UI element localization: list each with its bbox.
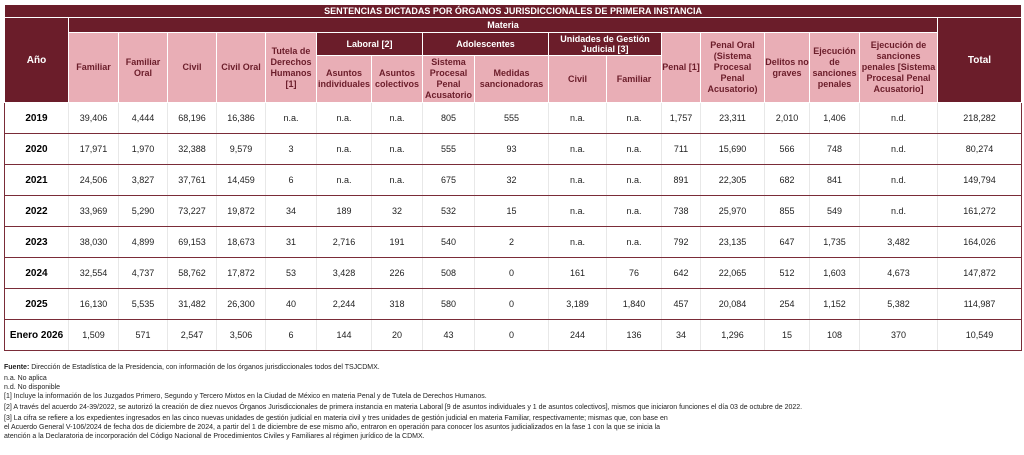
cell-total: 10,549: [938, 320, 1022, 351]
cell: 6: [266, 320, 317, 351]
header-familiar: Familiar: [69, 33, 119, 103]
header-sistema-procesal: Sistema Procesal Penal Acusatorio: [423, 56, 475, 103]
cell: 566: [765, 134, 810, 165]
cell: 108: [810, 320, 860, 351]
row-year: 2019: [5, 103, 69, 134]
cell: n.a.: [549, 134, 607, 165]
cell-total: 80,274: [938, 134, 1022, 165]
cell: 76: [607, 258, 662, 289]
cell: n.a.: [607, 103, 662, 134]
cell: 3,428: [317, 258, 372, 289]
cell: 15: [475, 196, 549, 227]
cell: 2,547: [168, 320, 217, 351]
cell: 0: [475, 320, 549, 351]
cell: 748: [810, 134, 860, 165]
cell: 38,030: [69, 227, 119, 258]
cell-total: 161,272: [938, 196, 1022, 227]
row-year: 2021: [5, 165, 69, 196]
cell-total: 114,987: [938, 289, 1022, 320]
cell: 4,899: [119, 227, 168, 258]
cell: 15,690: [701, 134, 765, 165]
cell: 16,386: [217, 103, 266, 134]
cell: 2: [475, 227, 549, 258]
cell: 37,761: [168, 165, 217, 196]
cell: 244: [549, 320, 607, 351]
cell: 26,300: [217, 289, 266, 320]
cell: n.a.: [317, 103, 372, 134]
cell: 5,535: [119, 289, 168, 320]
cell: 0: [475, 258, 549, 289]
header-laboral: Laboral [2]: [317, 33, 423, 56]
row-year: 2020: [5, 134, 69, 165]
cell: 34: [266, 196, 317, 227]
cell: 792: [662, 227, 701, 258]
header-total: Total: [938, 18, 1022, 103]
cell: 1,296: [701, 320, 765, 351]
note-3b: el Acuerdo General V-106/2024 de fecha dos de diciembre de 2024, a partir del 1 de diciembre de ese mismo año, entraron en operación para conocer los asuntos judicializados en la fase 1 con la que se inicia la: [4, 424, 661, 431]
cell: 318: [372, 289, 423, 320]
header-unidades: Unidades de Gestión Judicial [3]: [549, 33, 662, 56]
table-row: [5, 320, 1022, 351]
note-nd: n.d. No disponible: [4, 384, 61, 391]
note-1: [1] Incluye la información de los Juzgados Primero, Segundo y Tercero Mixtos en la Ciudad de México en materia Penal y de Tutela de Derechos Humanos.: [4, 393, 487, 400]
cell: 15: [765, 320, 810, 351]
cell: 508: [423, 258, 475, 289]
cell-total: 218,282: [938, 103, 1022, 134]
cell: 191: [372, 227, 423, 258]
cell: 33,969: [69, 196, 119, 227]
header-asuntos-individuales: Asuntos individuales: [317, 56, 372, 103]
row-year: 2023: [5, 227, 69, 258]
cell: 22,065: [701, 258, 765, 289]
table-title: SENTENCIAS DICTADAS POR ÓRGANOS JURISDICCIONALES DE PRIMERA INSTANCIA: [5, 5, 1022, 18]
header-penal-oral: Penal Oral (Sistema Procesal Penal Acusatorio): [701, 33, 765, 103]
table-row: [5, 196, 1022, 227]
note-2: [2] A través del acuerdo 24-39/2022, se autorizó la creación de diez nuevos Órganos Jurisdiccionales de primera instancia en materia Laboral [9 de asuntos individuales y 1 de asuntos colectivos], mismos que iniciaron funciones el día 03 de octubre de 2022.: [4, 404, 803, 411]
cell: 5,382: [860, 289, 938, 320]
cell: n.a.: [266, 103, 317, 134]
header-delitos: Delitos no graves: [765, 33, 810, 103]
cell: n.a.: [317, 165, 372, 196]
cell: 891: [662, 165, 701, 196]
table-row: [5, 289, 1022, 320]
cell: 19,872: [217, 196, 266, 227]
header-ug-civil: Civil: [549, 56, 607, 103]
header-ejecucion: Ejecución de sanciones penales: [810, 33, 860, 103]
cell: 1,603: [810, 258, 860, 289]
cell-total: 164,026: [938, 227, 1022, 258]
cell: 189: [317, 196, 372, 227]
cell: 1,152: [810, 289, 860, 320]
cell: 457: [662, 289, 701, 320]
note-fuente: [4, 363, 1020, 372]
header-adolescentes: Adolescentes: [423, 33, 549, 56]
row-year: Enero 2026: [5, 320, 69, 351]
cell: n.a.: [549, 165, 607, 196]
cell: 17,971: [69, 134, 119, 165]
row-year: 2024: [5, 258, 69, 289]
cell: n.a.: [372, 103, 423, 134]
table-row: [5, 227, 1022, 258]
cell: n.a.: [372, 165, 423, 196]
cell: 841: [810, 165, 860, 196]
cell: 24,506: [69, 165, 119, 196]
cell: n.d.: [860, 134, 938, 165]
cell: n.a.: [549, 196, 607, 227]
cell: 144: [317, 320, 372, 351]
cell: 53: [266, 258, 317, 289]
cell: 580: [423, 289, 475, 320]
cell: n.a.: [607, 196, 662, 227]
cell: 4,444: [119, 103, 168, 134]
cell: 3,482: [860, 227, 938, 258]
header-asuntos-colectivos: Asuntos colectivos: [372, 56, 423, 103]
header-materia: Materia: [69, 18, 938, 33]
cell: 3,827: [119, 165, 168, 196]
cell: 512: [765, 258, 810, 289]
cell: 93: [475, 134, 549, 165]
cell: 555: [423, 134, 475, 165]
cell: 22,305: [701, 165, 765, 196]
cell: n.a.: [317, 134, 372, 165]
table-row: [5, 165, 1022, 196]
cell: 370: [860, 320, 938, 351]
cell: 1,757: [662, 103, 701, 134]
cell: 20: [372, 320, 423, 351]
cell: 1,970: [119, 134, 168, 165]
cell: 1,406: [810, 103, 860, 134]
cell: 2,716: [317, 227, 372, 258]
cell: 32: [372, 196, 423, 227]
note-3c: atención a la Declaratoria de incorporación del Código Nacional de Procedimientos Civiles y Familiares al régimen jurídico de la CDMX.: [4, 433, 425, 440]
cell: 254: [765, 289, 810, 320]
sentencias-table: [4, 4, 1022, 351]
footnotes: [4, 363, 1020, 441]
header-ejecucion-spa: Ejecución de sanciones penales [Sistema Procesal Penal Acusatorio]: [860, 33, 938, 103]
cell: 2,010: [765, 103, 810, 134]
header-ug-familiar: Familiar: [607, 56, 662, 103]
cell: 555: [475, 103, 549, 134]
cell: n.a.: [607, 134, 662, 165]
row-year: 2022: [5, 196, 69, 227]
cell: 18,673: [217, 227, 266, 258]
cell: 6: [266, 165, 317, 196]
cell: 32: [475, 165, 549, 196]
cell: 34: [662, 320, 701, 351]
cell: 32,554: [69, 258, 119, 289]
cell: n.a.: [549, 103, 607, 134]
header-tutela: Tutela de Derechos Humanos [1]: [266, 33, 317, 103]
cell: 549: [810, 196, 860, 227]
cell: 43: [423, 320, 475, 351]
cell: 738: [662, 196, 701, 227]
cell: n.d.: [860, 103, 938, 134]
cell: 1,840: [607, 289, 662, 320]
cell: n.d.: [860, 196, 938, 227]
cell: 2,244: [317, 289, 372, 320]
cell: 1,509: [69, 320, 119, 351]
note-na: n.a. No aplica: [4, 375, 47, 382]
cell: 540: [423, 227, 475, 258]
header-penal: Penal [1]: [662, 33, 701, 103]
note-fuente-label: Fuente:: [4, 364, 30, 371]
cell: 4,737: [119, 258, 168, 289]
cell: 805: [423, 103, 475, 134]
cell: 5,290: [119, 196, 168, 227]
header-medidas: Medidas sancionadoras: [475, 56, 549, 103]
cell: 3,189: [549, 289, 607, 320]
cell: 69,153: [168, 227, 217, 258]
cell: n.a.: [607, 165, 662, 196]
header-civil: Civil: [168, 33, 217, 103]
cell: 39,406: [69, 103, 119, 134]
cell: 9,579: [217, 134, 266, 165]
cell: 20,084: [701, 289, 765, 320]
cell: n.d.: [860, 165, 938, 196]
note-3a: [3] La cifra se refiere a los expedientes ingresados en las cinco nuevas unidades de gestión judicial en materia civil y tres unidades de gestión judicial en materia Familiar, respectivamente; mismas que, con base en: [4, 415, 668, 422]
cell: 58,762: [168, 258, 217, 289]
table-row: [5, 134, 1022, 165]
cell: 14,459: [217, 165, 266, 196]
cell: 23,135: [701, 227, 765, 258]
cell: 1,735: [810, 227, 860, 258]
note-fuente-text: Dirección de Estadística de la Presidencia, con información de los órganos jurisdiccionales todos del TSJCDMX.: [29, 364, 380, 371]
cell: 17,872: [217, 258, 266, 289]
cell: 25,970: [701, 196, 765, 227]
cell: 675: [423, 165, 475, 196]
cell: 16,130: [69, 289, 119, 320]
table-row: [5, 103, 1022, 134]
cell: 711: [662, 134, 701, 165]
cell: 23,311: [701, 103, 765, 134]
cell: 161: [549, 258, 607, 289]
cell: n.a.: [607, 227, 662, 258]
cell: 571: [119, 320, 168, 351]
cell: n.a.: [549, 227, 607, 258]
cell: 647: [765, 227, 810, 258]
header-familiar-oral: Familiar Oral: [119, 33, 168, 103]
cell: 136: [607, 320, 662, 351]
cell: 40: [266, 289, 317, 320]
cell: 226: [372, 258, 423, 289]
cell: 532: [423, 196, 475, 227]
cell: 3: [266, 134, 317, 165]
cell: 4,673: [860, 258, 938, 289]
cell: 682: [765, 165, 810, 196]
cell-total: 147,872: [938, 258, 1022, 289]
cell: 73,227: [168, 196, 217, 227]
table-row: [5, 258, 1022, 289]
cell: 32,388: [168, 134, 217, 165]
header-ano: Año: [5, 18, 69, 103]
header-civil-oral: Civil Oral: [217, 33, 266, 103]
cell: 642: [662, 258, 701, 289]
cell: 0: [475, 289, 549, 320]
cell-total: 149,794: [938, 165, 1022, 196]
cell: 855: [765, 196, 810, 227]
cell: 31: [266, 227, 317, 258]
cell: 68,196: [168, 103, 217, 134]
cell: n.a.: [372, 134, 423, 165]
cell: 3,506: [217, 320, 266, 351]
cell: 31,482: [168, 289, 217, 320]
row-year: 2025: [5, 289, 69, 320]
